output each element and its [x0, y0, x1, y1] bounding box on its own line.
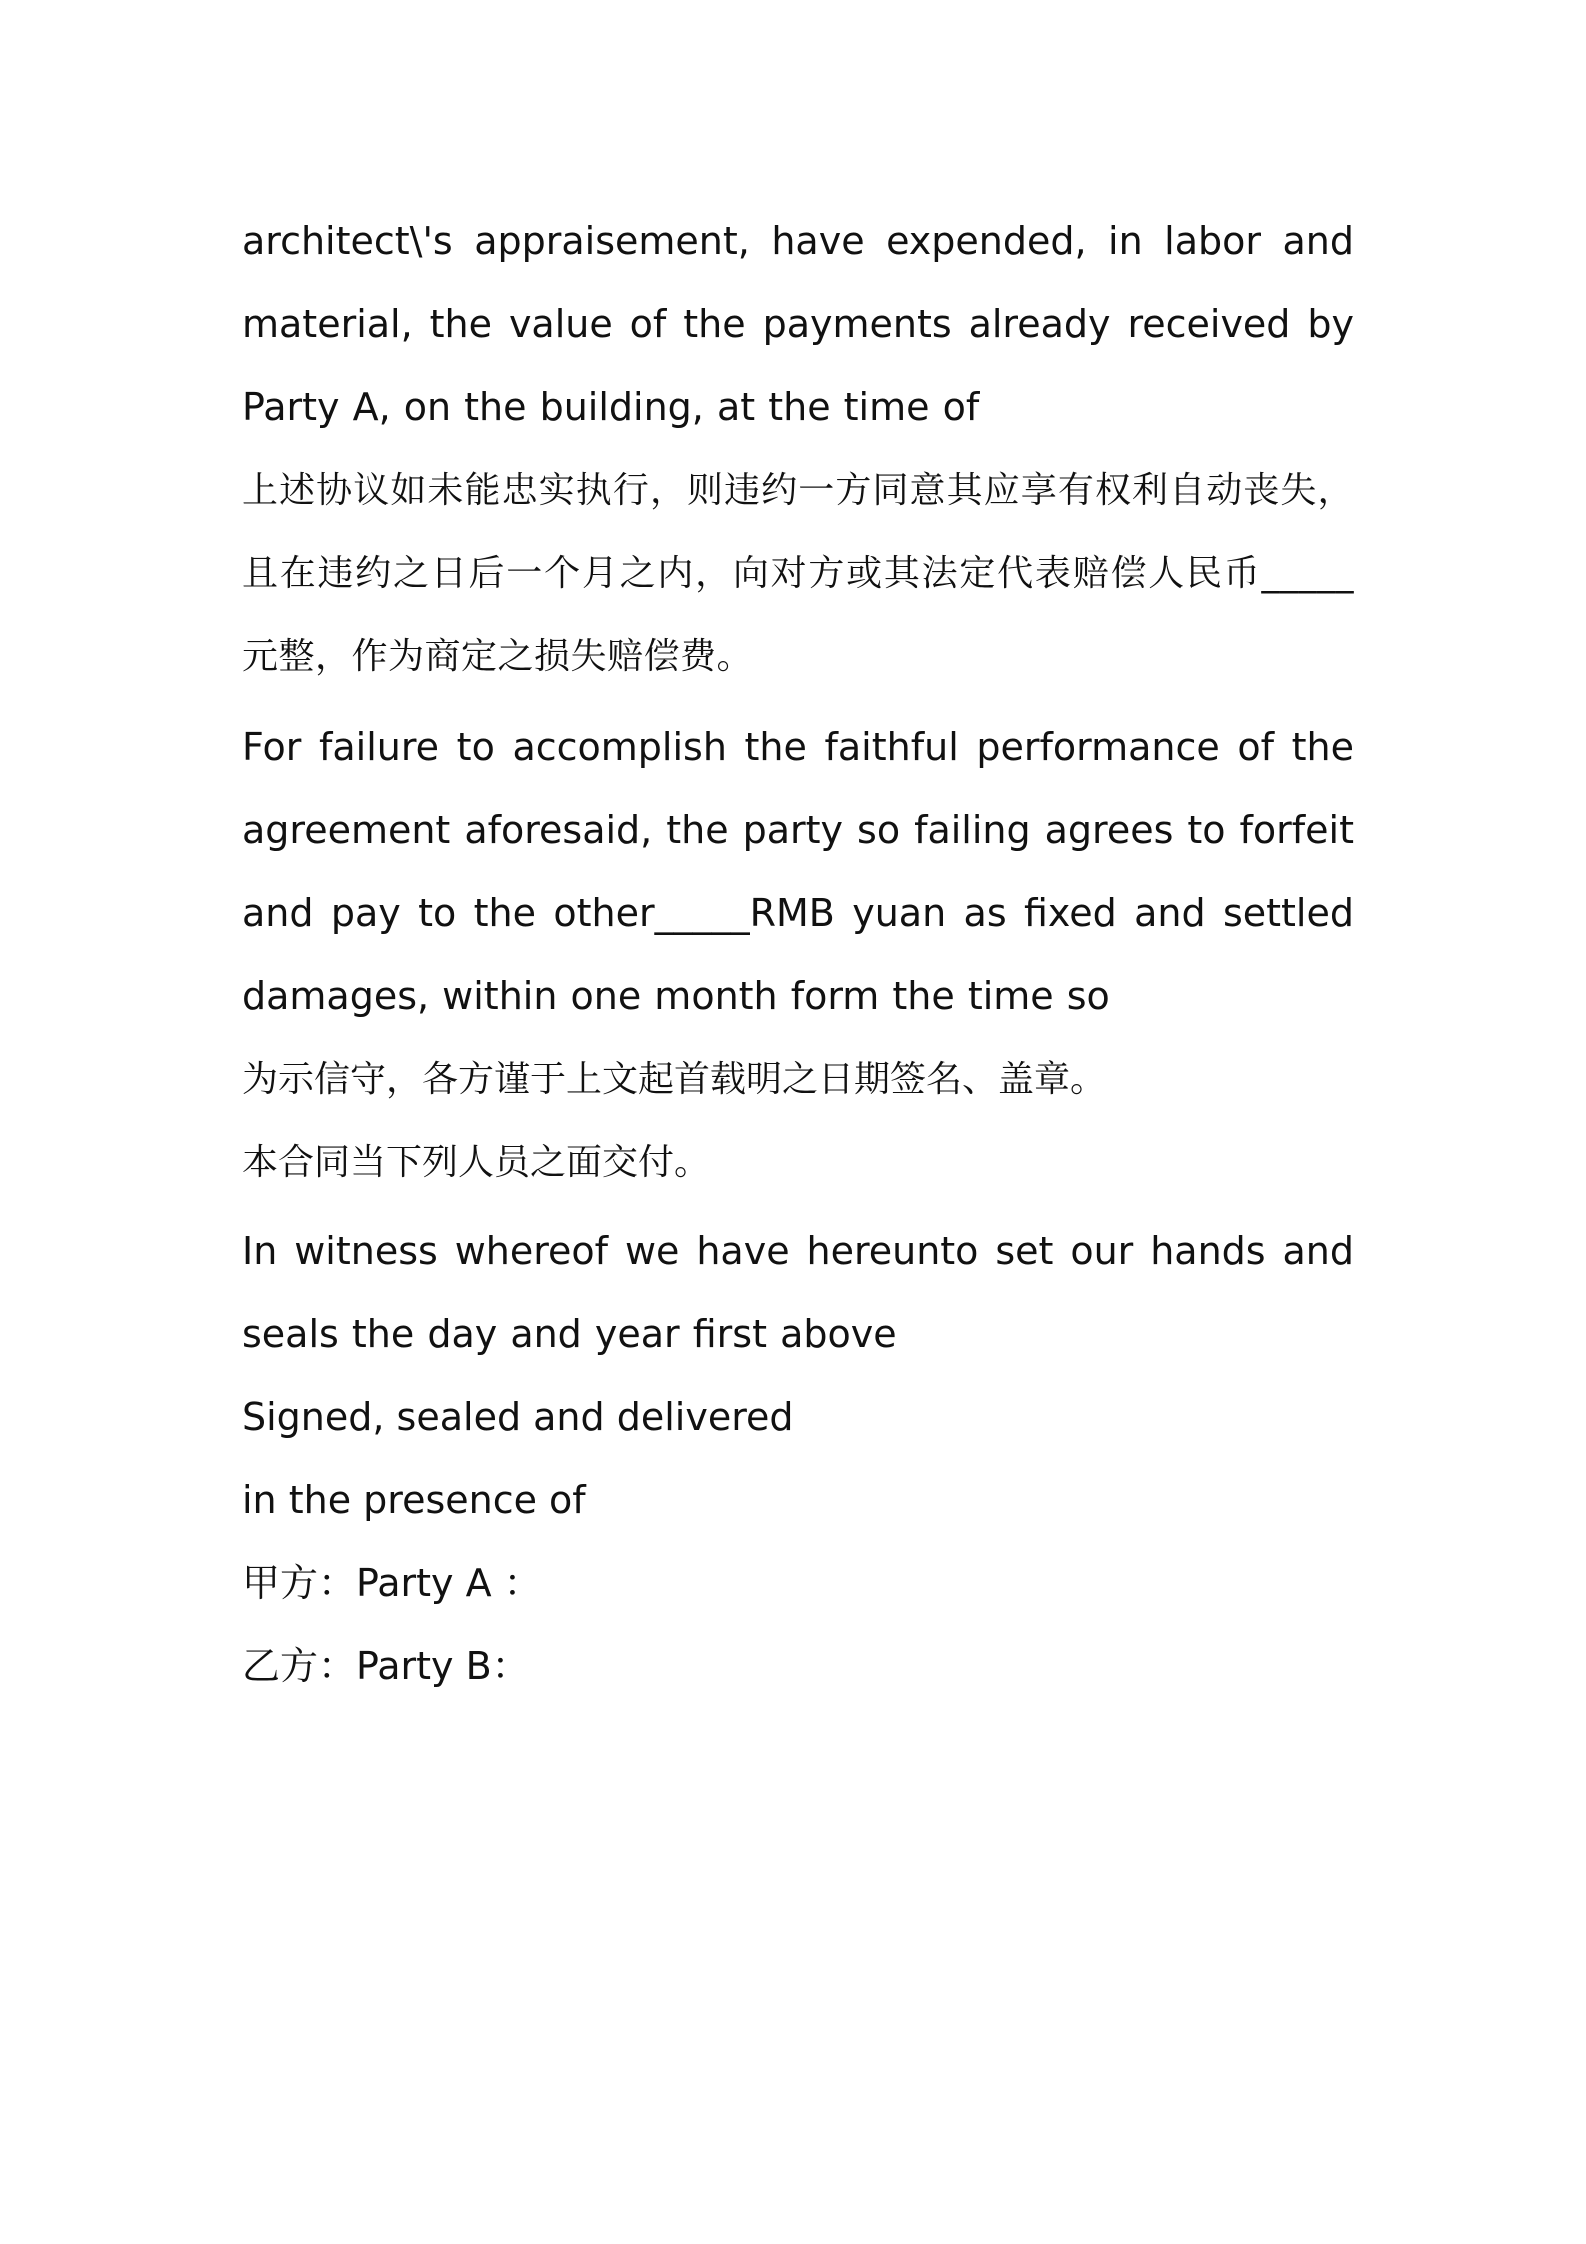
party-a-signature-line: 甲方：Party A ：: [242, 1561, 542, 1605]
paragraph-en-payments: architect\'s appraisement, have expended, in labor and material, the value of the payments already received by Party A, on the building, at the time of: [242, 219, 1354, 429]
paragraph-zh-delivery: 本合同当下列人员之面交付。: [242, 1142, 711, 1183]
paragraph-en-damages: For failure to accomplish the faithful performance of the agreement aforesaid, the party so failing agrees to forfeit and pay to the other_____RMB yuan as fixed and settled damages, within one month form the time so: [242, 725, 1354, 1018]
party-b-signature-line: 乙方：Party B：: [242, 1644, 530, 1688]
paragraph-zh-witness: 为示信守，各方谨于上文起首载明之日期签名、盖章。: [242, 1059, 1107, 1100]
document-body: [242, 200, 1354, 1708]
paragraph-zh-damages: 上述协议如未能忠实执行，则违约一方同意其应享有权利自动丧失，且在违约之日后一个月之内，向对方或其法定代表赔偿人民币_____元整，作为商定之损失赔偿费。: [242, 470, 1354, 677]
paragraph-en-witness: In witness whereof we have hereunto set our hands and seals the day and year first above: [242, 1229, 1354, 1356]
presence-line: in the presence of: [242, 1478, 586, 1522]
signed-sealed-line: Signed, sealed and delivered: [242, 1395, 794, 1439]
